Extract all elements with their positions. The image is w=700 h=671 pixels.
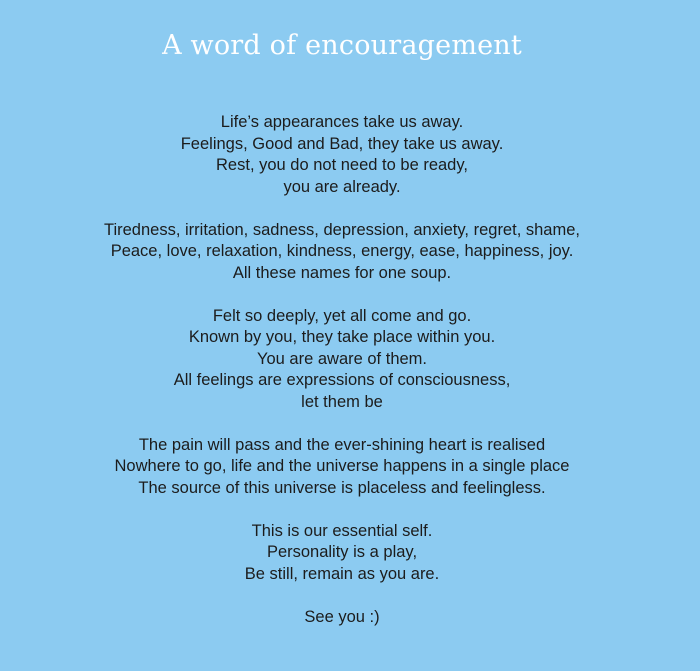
poem-line: The source of this universe is placeless and feelingless.	[138, 478, 546, 497]
poem-line: Peace, love, relaxation, kindness, energy, ease, happiness, joy.	[110, 242, 574, 260]
poem-body	[0, 112, 684, 650]
page-title: A word of encouragement	[162, 30, 522, 61]
poem-line: Personality is a play,	[266, 543, 418, 561]
stanza	[0, 220, 684, 285]
poem-line: Life’s appearances take us away.	[220, 113, 464, 131]
stanza	[0, 306, 684, 414]
stanza	[0, 435, 684, 500]
poem-line: Known by you, they take place within you.	[188, 328, 496, 346]
poem-line: Felt so deeply, yet all come and go.	[212, 306, 472, 325]
poem-line: Tiredness, irritation, sadness, depression, anxiety, regret, shame,	[104, 220, 580, 239]
poem-line: Nowhere to go, life and the universe happens in a single place	[114, 457, 570, 475]
poem-line: This is our essential self.	[251, 521, 433, 540]
poem-line: All these names for one soup.	[232, 263, 452, 282]
poem-line: Be still, remain as you are.	[244, 564, 440, 583]
stanza	[0, 607, 684, 629]
poem-line: Feelings, Good and Bad, they take us away.	[180, 134, 504, 153]
poem-line: let them be	[301, 392, 383, 411]
poem-line: Rest, you do not need to be ready,	[216, 156, 468, 174]
stanza	[0, 521, 684, 586]
poem-line: You are aware of them.	[257, 349, 427, 368]
poem-line-signoff: See you :)	[304, 607, 380, 626]
poem-line: The pain will pass and the ever-shining heart is realised	[138, 435, 546, 454]
stanza	[0, 112, 684, 198]
poem-line: All feelings are expressions of consciousness,	[173, 371, 511, 389]
poem-line: you are already.	[283, 177, 401, 196]
